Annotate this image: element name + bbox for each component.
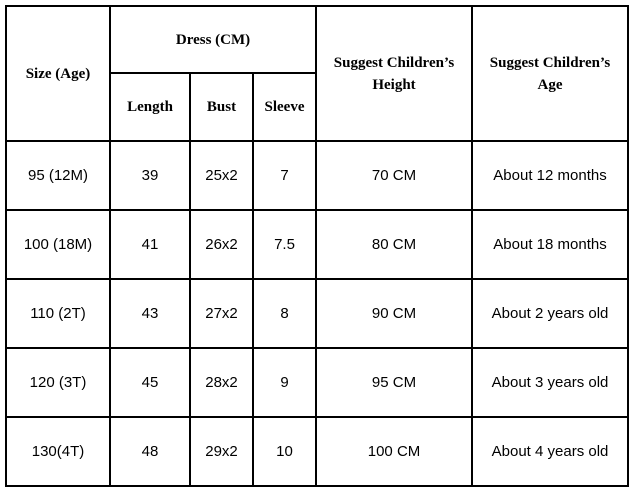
table-row: [6, 279, 628, 348]
cell-sleeve: 9: [253, 348, 316, 417]
cell-length: 45: [110, 348, 190, 417]
table-header: [6, 6, 628, 141]
table-row: [6, 210, 628, 279]
table-body: [6, 141, 628, 486]
cell-bust: 28x2: [190, 348, 253, 417]
cell-size: 120 (3T): [6, 348, 110, 417]
cell-length: 41: [110, 210, 190, 279]
cell-sleeve: 7: [253, 141, 316, 210]
cell-length: 43: [110, 279, 190, 348]
header-suggest-age: Suggest Children’s Age: [472, 6, 628, 141]
cell-sleeve: 10: [253, 417, 316, 486]
table-row: [6, 348, 628, 417]
cell-bust: 29x2: [190, 417, 253, 486]
cell-sleeve: 7.5: [253, 210, 316, 279]
header-dress: Dress (CM): [110, 6, 316, 73]
cell-height: 80 CM: [316, 210, 472, 279]
cell-length: 39: [110, 141, 190, 210]
size-chart-table: [5, 5, 629, 487]
cell-bust: 25x2: [190, 141, 253, 210]
cell-sleeve: 8: [253, 279, 316, 348]
table-row: [6, 417, 628, 486]
cell-size: 95 (12M): [6, 141, 110, 210]
cell-size: 130(4T): [6, 417, 110, 486]
header-size-age: Size (Age): [6, 6, 110, 141]
cell-height: 70 CM: [316, 141, 472, 210]
cell-age: About 12 months: [472, 141, 628, 210]
header-length: Length: [110, 73, 190, 141]
cell-size: 110 (2T): [6, 279, 110, 348]
cell-height: 100 CM: [316, 417, 472, 486]
cell-age: About 2 years old: [472, 279, 628, 348]
cell-length: 48: [110, 417, 190, 486]
cell-bust: 26x2: [190, 210, 253, 279]
cell-age: About 4 years old: [472, 417, 628, 486]
header-suggest-height: Suggest Children’s Height: [316, 6, 472, 141]
cell-height: 90 CM: [316, 279, 472, 348]
cell-age: About 18 months: [472, 210, 628, 279]
cell-bust: 27x2: [190, 279, 253, 348]
header-bust: Bust: [190, 73, 253, 141]
header-row-top: [6, 6, 628, 73]
header-sleeve: Sleeve: [253, 73, 316, 141]
cell-height: 95 CM: [316, 348, 472, 417]
cell-age: About 3 years old: [472, 348, 628, 417]
cell-size: 100 (18M): [6, 210, 110, 279]
table-row: [6, 141, 628, 210]
